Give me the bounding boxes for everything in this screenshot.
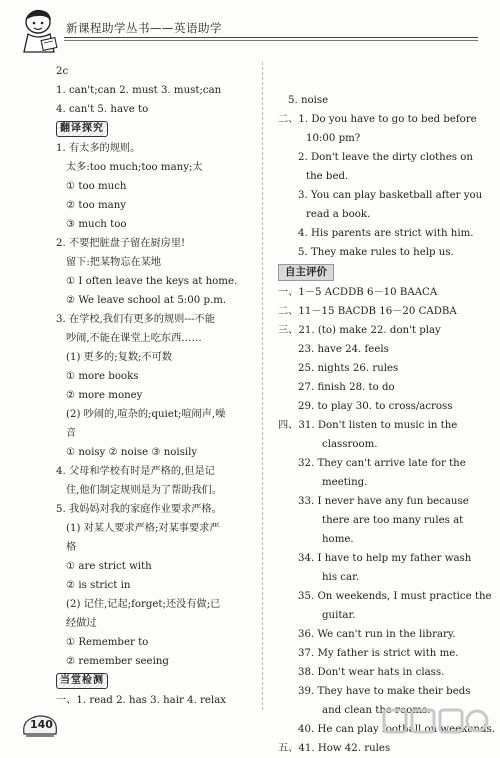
answer-line: ① I often leave the keys at home.	[66, 276, 238, 287]
answer-line: 2c	[56, 66, 69, 77]
section-heading-row	[56, 119, 256, 139]
answer-line: there are too many rules at	[322, 515, 464, 526]
left-column	[56, 62, 256, 710]
right-column	[278, 91, 495, 758]
answer-line: his car.	[322, 572, 360, 583]
answer-line: ① too much	[66, 181, 127, 192]
answer-line: (2) 记住,记起;forget;还没有做;已	[66, 599, 221, 610]
answer-line: 36. We can't run in the library.	[298, 629, 456, 640]
answer-line: 经做过	[66, 618, 97, 629]
answer-line: 2. Don't leave the dirty clothes on	[298, 152, 473, 163]
section-badge: 翻译探究	[56, 121, 108, 137]
section-heading-row	[278, 262, 478, 283]
answer-line: read a book.	[306, 209, 371, 220]
answer-line: 音	[66, 428, 77, 439]
answer-line: 4. can't 5. have to	[56, 104, 149, 115]
answer-line: ② more money	[66, 390, 143, 401]
answer-line: 吵闹,不能在课堂上吃东西……	[66, 333, 202, 344]
answer-line: 40. He can play football on weekends.	[298, 724, 495, 735]
section-badge: 当堂检测	[56, 673, 108, 689]
answer-line: 5. 我妈妈对我的家庭作业要求严格。	[56, 504, 222, 515]
answer-line: 太多:too much;too many;太	[66, 162, 203, 173]
answer-line: guitar.	[322, 610, 356, 621]
answer-line: ② remember seeing	[66, 656, 169, 667]
answer-line: 4. 父母和学校有时是严格的,但是记	[56, 466, 215, 477]
answer-line: 五、41. How 42. rules	[278, 743, 391, 754]
answer-line: 35. On weekends, I must practice the	[298, 591, 492, 602]
answer-line: 三、21. (to) make 22. don't play	[278, 325, 441, 336]
answer-line: ① are strict with	[66, 561, 152, 572]
watermark-logo-icon	[380, 706, 490, 740]
answer-line: classroom.	[322, 439, 378, 450]
answer-line: 5. They make rules to help us.	[298, 247, 454, 258]
answer-line: 3. 在学校,我们有更多的规则---不能	[56, 314, 215, 325]
answer-line: 4. His parents are strict with him.	[298, 228, 474, 239]
answer-line: ② We leave school at 5:00 p.m.	[66, 295, 227, 306]
answer-line: 37. My father is strict with me.	[298, 648, 459, 659]
answer-line: the bed.	[306, 171, 349, 182]
answer-line: 四、31. Don't listen to music in the	[278, 420, 458, 431]
answer-line: ③ much too	[66, 219, 127, 230]
answer-line: and clean the rooms.	[322, 705, 431, 716]
answer-line: 38. Don't wear hats in class.	[298, 667, 445, 678]
answer-line: 27. finish 28. to do	[298, 382, 395, 393]
header-rule	[64, 37, 478, 38]
answer-line: ② is strict in	[66, 580, 131, 591]
answer-line: 留下:把某物忘在某地	[66, 257, 162, 268]
answer-line: 1. can't;can 2. must 3. must;can	[56, 85, 222, 96]
answer-line: 一、1－5 ACDDB 6－10 BAACA	[278, 287, 438, 298]
answer-line: ① more books	[66, 371, 139, 382]
answer-line: 23. have 24. feels	[298, 344, 389, 355]
header-rule-thin	[64, 40, 478, 41]
answer-line: (1) 对某人要求严格;对某事要求严	[66, 523, 220, 534]
answer-line: 33. I never have any fun because	[298, 496, 469, 507]
page-number: 140	[30, 718, 53, 731]
answer-line: 2. 不要把脏盘子留在厨房里!	[56, 238, 186, 249]
answer-line: (1) 更多的;复数;不可数	[66, 352, 173, 363]
answer-line: 34. I have to help my father wash	[298, 553, 472, 564]
answer-line: ② too many	[66, 200, 127, 211]
answer-line: 住,他们制定规则是为了帮助我们。	[66, 485, 223, 496]
answer-line: 一、1. read 2. has 3. hair 4. relax	[56, 695, 227, 706]
answer-line: (2) 吵闹的,喧杂的;quiet;喧闹声,噪	[66, 409, 226, 420]
answer-line: 10:00 pm?	[306, 133, 361, 144]
page-header	[0, 0, 500, 58]
answer-line: 二、1. Do you have to go to bed before	[278, 114, 477, 125]
section-heading-row	[56, 671, 256, 691]
answer-line: ① noisy ② noise ③ noisily	[66, 447, 198, 458]
answer-line: meeting.	[322, 477, 368, 488]
answer-line: 5. noise	[288, 95, 329, 106]
answer-line: 39. They have to make their beds	[298, 686, 471, 697]
answer-line: 3. You can play basketball after you	[298, 190, 483, 201]
answer-line: ① Remember to	[66, 637, 149, 648]
answer-line: 格	[66, 542, 77, 553]
student-mascot-icon	[18, 6, 62, 56]
column-divider	[262, 62, 263, 710]
answer-line: home.	[322, 534, 354, 545]
answer-line: 25. nights 26. rules	[298, 363, 399, 374]
answer-line: 29. to play 30. to cross/across	[298, 401, 453, 412]
header-title: 新课程助学丛书——英语助学	[66, 21, 222, 35]
answer-line: 二、11－15 BACDB 16－20 CADBA	[278, 306, 457, 317]
section-badge: 自主评价	[278, 264, 334, 281]
answer-line: 1. 有太多的规则。	[56, 143, 141, 154]
answer-line: 32. They can't arrive late for the	[298, 458, 466, 469]
